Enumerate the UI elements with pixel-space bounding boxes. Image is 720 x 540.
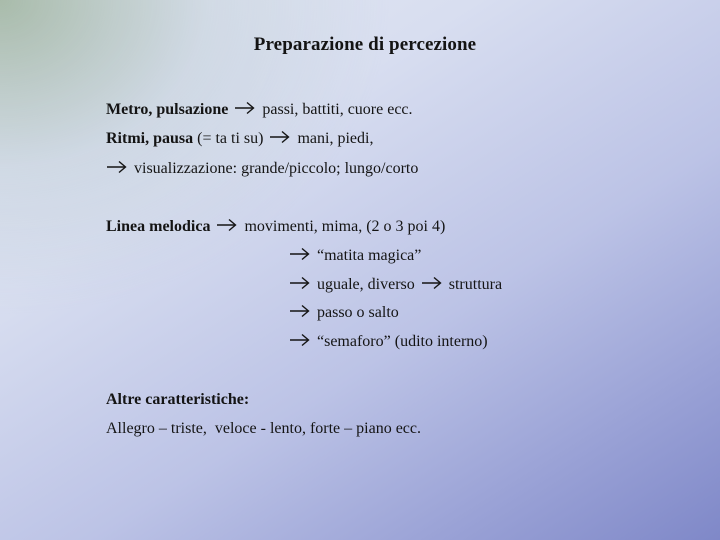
melodica-item [289,246,421,266]
melodica-item-text: “semaforo” (udito interno) [317,333,488,350]
right-arrow-icon [289,276,311,290]
right-arrow-icon [289,247,311,261]
caratteristiche-text: Allegro – triste, veloce - lento, forte – piano ecc. [106,420,421,437]
altre-caratteristiche-label: Altre caratteristiche: [106,391,250,408]
right-arrow-icon [289,304,311,318]
right-arrow-icon [289,333,311,347]
visualizzazione-line [106,159,418,179]
linea-melodica-line [106,217,445,237]
right-arrow-icon [269,130,291,144]
visualizzazione-text: visualizzazione: grande/piccolo; lungo/corto [134,160,419,177]
melodica-item [289,275,502,295]
melodica-item-text: uguale, diverso [317,276,415,293]
melodica-item [289,303,399,323]
ritmi-label: Ritmi, pausa [106,130,194,147]
linea-melodica-label: Linea melodica [106,218,211,235]
right-arrow-icon [421,276,443,290]
metro-line [106,100,413,120]
linea-melodica-text: movimenti, mima, (2 o 3 poi 4) [244,218,446,235]
right-arrow-icon [234,101,256,115]
caratteristiche-text-line [106,419,421,439]
ritmi-line [106,129,373,149]
melodica-item [289,332,488,352]
ritmi-text: mani, piedi, [297,130,374,147]
slide-title: Preparazione di percezione [253,34,477,55]
ritmi-syllables: (= ta ti su) [197,130,264,147]
metro-label: Metro, pulsazione [106,101,229,118]
right-arrow-icon [106,160,128,174]
altre-caratteristiche-line [106,390,249,410]
right-arrow-icon [216,218,238,232]
struttura-text: struttura [448,276,503,293]
melodica-item-text: “matita magica” [317,247,422,264]
melodica-item-text: passo o salto [317,304,399,321]
metro-text: passi, battiti, cuore ecc. [262,101,413,118]
